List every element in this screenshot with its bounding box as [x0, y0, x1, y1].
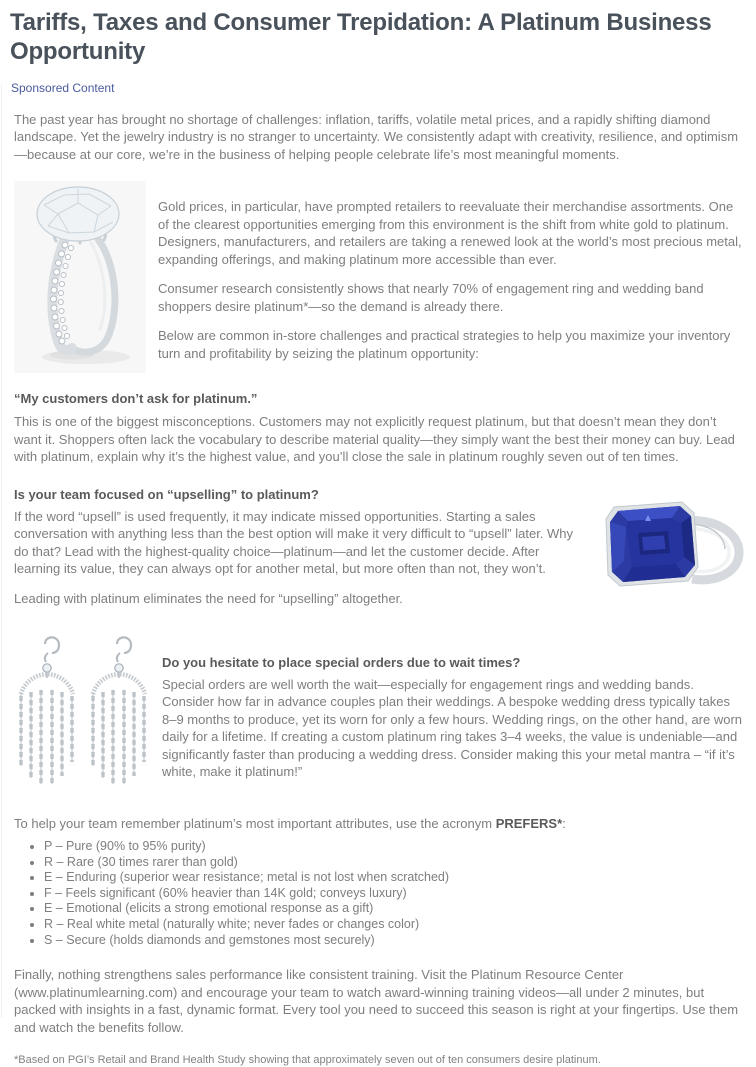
heading-special-orders: Do you hesitate to place special orders due to wait times?	[162, 654, 521, 670]
special-orders-text	[162, 626, 744, 801]
chandelier-earrings-illustration	[14, 626, 152, 801]
misconception-paragraph: This is one of the biggest misconceptions. Customers may not explicitly request platinum, but that doesn’t mean they don’t want it. Shoppers often lack the vocabulary to describe material quality—they simply want the best their money can buy. Lead with platinum, explain why it’s the highest value, and you’ll close the sale in platinum roughly seven out of ten times.	[14, 414, 735, 465]
engagement-ring-image	[14, 181, 146, 373]
special-orders-paragraph: Special orders are well worth the wait—especially for engagement rings and wedding bands. Consider how far in advance couples plan their weddings. A bespoke wedding dress typically takes 8–9 months to produce, yet its worn for only a few hours. Wedding rings, on the other hand, are worn daily for a lifetime. If creating a custom platinum ring takes 3–4 weeks, the value is undeniable—and significantly faster than producing a wedding dress. Consider making this your metal mantra – “if it’s white, make it platinum!”	[162, 676, 743, 780]
acronym-intro	[14, 815, 744, 833]
intro-paragraph: The past year has brought no shortage of challenges: inflation, tariffs, volatile metal prices, and a rapidly shifting diamond landscape. Yet the jewelry industry is no stranger to uncertainty. We consistently adapt with creativity, resilience, and optimism—because at our core, we’re in the business of helping people celebrate life’s most meaningful moments.	[14, 111, 739, 162]
upselling-text	[14, 486, 576, 614]
footnote: *Based on PGI’s Retail and Brand Health Study showing that approximately seven out of ten consumers desire platinum.	[14, 1054, 601, 1067]
prefers-item-s: • S – Secure (holds diamonds and gemstones most securely)	[44, 933, 744, 949]
section-gold-prices	[14, 181, 744, 373]
gold-paragraph-3: Below are common in-store challenges and practical strategies to help you maximize your inventory turn and profitability by seizing the platinum opportunity:	[158, 328, 731, 361]
page-title: Tariffs, Taxes and Consumer Trepidation: A Platinum Business Opportunity	[10, 9, 712, 66]
prefers-item-e2: • E – Emotional (elicits a strong emotional response as a gift)	[44, 901, 744, 917]
acronym-intro-suffix: :	[562, 815, 566, 831]
heading-customers-dont-ask: “My customers don’t ask for platinum.”	[14, 391, 258, 407]
closing-paragraph: Finally, nothing strengthens sales performance like consistent training. Visit the Platinum Resource Center (www.platinumlearning.com) and encourage your team to watch award-winning training videos—all under 2 minutes, but packed with insights in a fast, dynamic format. Every tool you need to succeed this season is right at your fingertips. Use them and watch the benefits follow.	[14, 967, 739, 1035]
gold-section-text	[158, 181, 744, 373]
upselling-paragraph-2: Leading with platinum eliminates the need for “upselling” altogether.	[14, 590, 403, 606]
prefers-list	[44, 839, 744, 948]
section-special-orders	[14, 626, 744, 801]
sponsored-content-link[interactable]: Sponsored Content	[11, 80, 115, 95]
content-left-border	[1, 85, 2, 1018]
heading-upselling: Is your team focused on “upselling” to platinum?	[14, 486, 319, 502]
blue-gem-ring-illustration	[588, 491, 744, 614]
prefers-item-e1: • E – Enduring (superior wear resistance; metal is not lost when scratched)	[44, 870, 744, 886]
upselling-paragraph-1: If the word “upsell” is used frequently, it may indicate missed opportunities. Starting a sales conversation with anything less than the best option will make it very difficult to “upsell” later. Why do that? Lead with the highest-quality choice—platinum—and let the customer decide. After learning its value, they can always opt for another metal, but more often than not, they won’t.	[14, 508, 574, 577]
acronym-bold: PREFERS*	[495, 815, 563, 831]
prefers-item-r1: • R – Rare (30 times rarer than gold)	[44, 855, 744, 871]
prefers-item-p: • P – Pure (90% to 95% purity)	[44, 839, 744, 855]
section-upselling	[14, 486, 744, 614]
acronym-intro-prefix: To help your team remember platinum’s most important attributes, use the acronym	[14, 815, 496, 831]
blue-gem-ring-image	[588, 491, 744, 614]
chandelier-earrings-image	[14, 626, 152, 801]
engagement-ring-illustration	[14, 181, 146, 373]
prefers-item-r2: • R – Real white metal (naturally white; never fades or changes color)	[44, 917, 744, 933]
gold-paragraph-1: Gold prices, in particular, have prompted retailers to reevaluate their merchandise assortments. One of the clearest opportunities emerging from this environment is the shift from white gold to platinum. Designers, manufacturers, and retailers are taking a renewed look at the world’s most precious metal, expanding offerings, and making platinum more accessible than ever.	[158, 199, 742, 267]
prefers-item-f: • F – Feels significant (60% heavier than 14K gold; conveys luxury)	[44, 886, 744, 902]
gold-paragraph-2: Consumer research consistently shows that nearly 70% of engagement ring and wedding band shoppers desire platinum*—so the demand is already there.	[158, 281, 704, 314]
